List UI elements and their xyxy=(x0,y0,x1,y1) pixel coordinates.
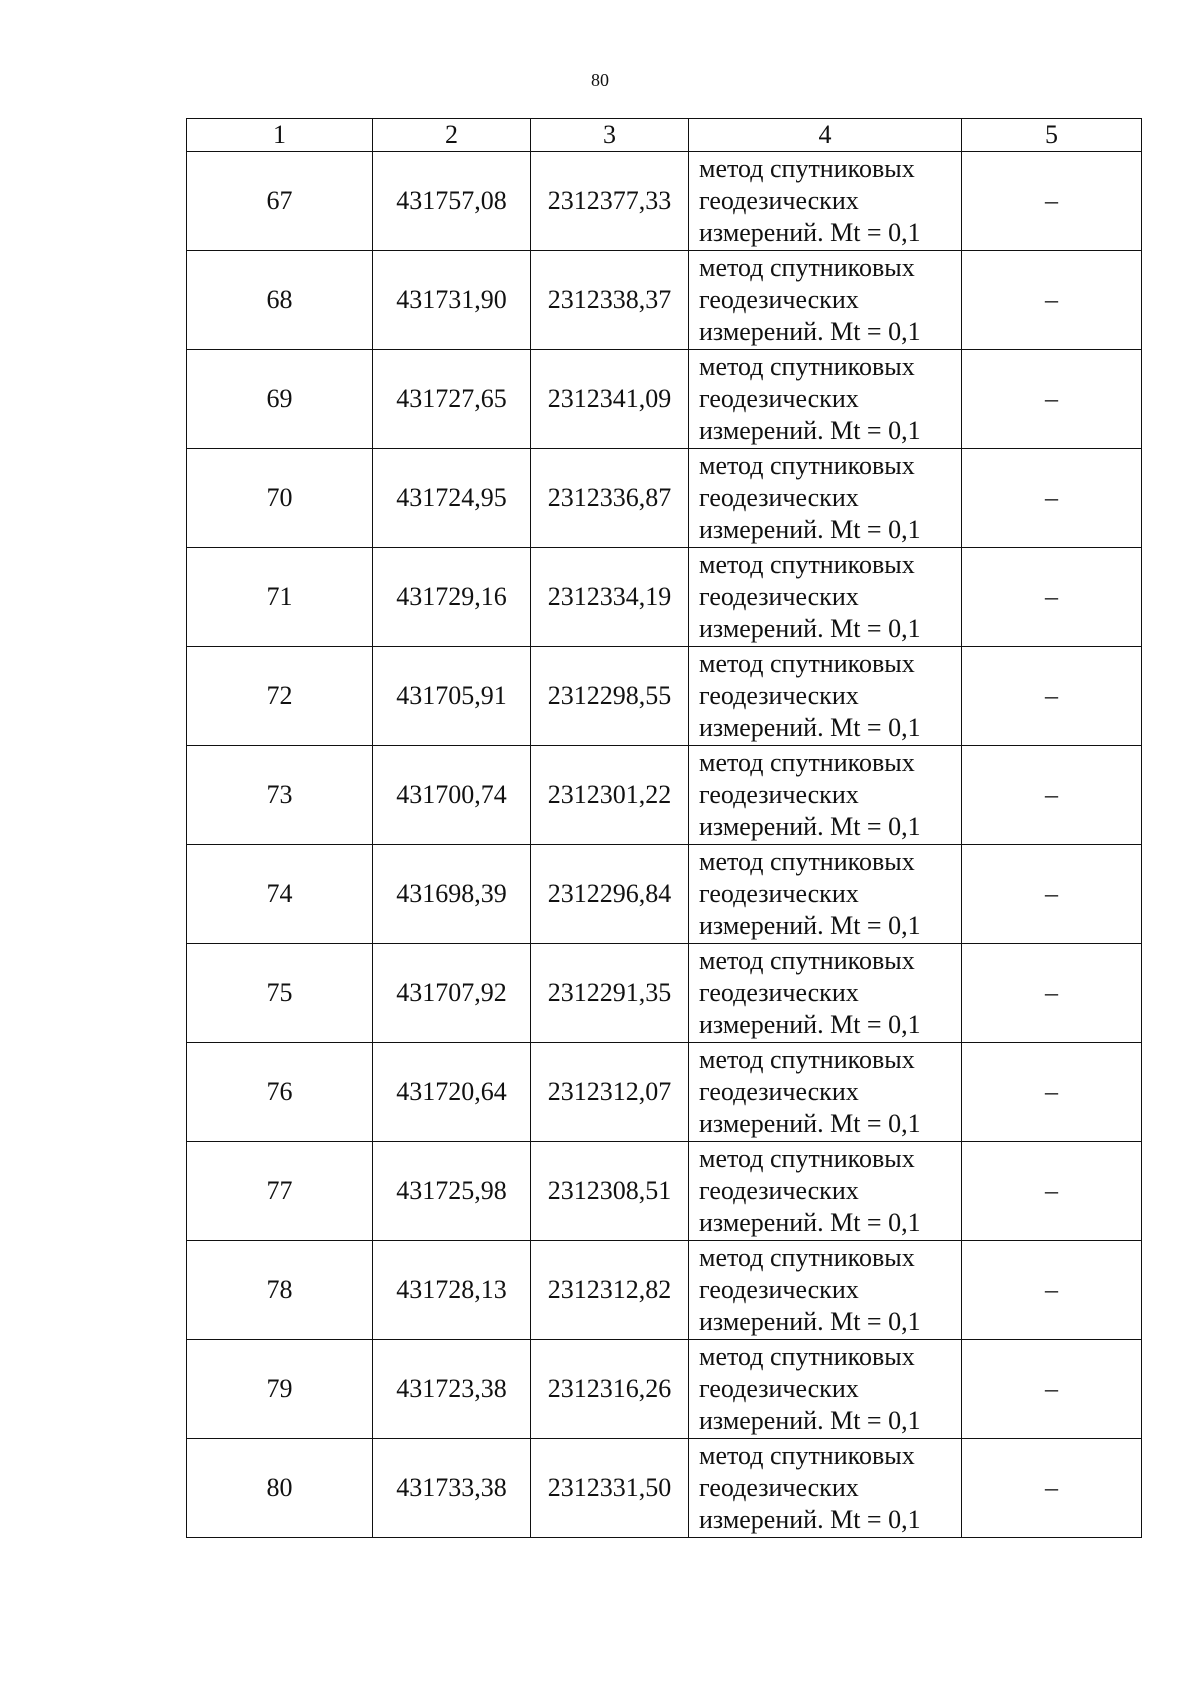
method-line: геодезических xyxy=(699,879,859,908)
table-row xyxy=(187,944,1142,1043)
method-line: измерений. Mt = 0,1 xyxy=(699,1208,921,1237)
table-row xyxy=(187,1043,1142,1142)
method-line: метод спутниковых xyxy=(699,352,915,381)
y-coordinate-cell: 2312336,87 xyxy=(531,449,689,548)
method-cell xyxy=(689,746,962,845)
header-cell-5: 5 xyxy=(962,119,1142,152)
table-row xyxy=(187,1142,1142,1241)
method-line: геодезических xyxy=(699,582,859,611)
note-cell: – xyxy=(962,1142,1142,1241)
point-number-cell: 72 xyxy=(187,647,373,746)
method-line: метод спутниковых xyxy=(699,1144,915,1173)
point-number-cell: 74 xyxy=(187,845,373,944)
method-cell xyxy=(689,1142,962,1241)
method-line: измерений. Mt = 0,1 xyxy=(699,1109,921,1138)
method-line: измерений. Mt = 0,1 xyxy=(699,515,921,544)
table-body xyxy=(187,152,1142,1538)
note-cell: – xyxy=(962,251,1142,350)
method-cell xyxy=(689,1340,962,1439)
method-line: измерений. Mt = 0,1 xyxy=(699,317,921,346)
x-coordinate-cell: 431707,92 xyxy=(373,944,531,1043)
point-number-cell: 78 xyxy=(187,1241,373,1340)
method-line: метод спутниковых xyxy=(699,847,915,876)
point-number-cell: 71 xyxy=(187,548,373,647)
note-cell: – xyxy=(962,152,1142,251)
note-cell: – xyxy=(962,1241,1142,1340)
method-cell xyxy=(689,1439,962,1538)
point-number-cell: 75 xyxy=(187,944,373,1043)
method-line: измерений. Mt = 0,1 xyxy=(699,1307,921,1336)
x-coordinate-cell: 431705,91 xyxy=(373,647,531,746)
y-coordinate-cell: 2312341,09 xyxy=(531,350,689,449)
note-cell: – xyxy=(962,449,1142,548)
header-cell-3: 3 xyxy=(531,119,689,152)
point-number-cell: 79 xyxy=(187,1340,373,1439)
table-row xyxy=(187,845,1142,944)
method-line: геодезических xyxy=(699,384,859,413)
method-line: измерений. Mt = 0,1 xyxy=(699,713,921,742)
note-cell: – xyxy=(962,1439,1142,1538)
note-cell: – xyxy=(962,350,1142,449)
method-cell xyxy=(689,548,962,647)
method-line: геодезических xyxy=(699,1077,859,1106)
y-coordinate-cell: 2312301,22 xyxy=(531,746,689,845)
method-line: метод спутниковых xyxy=(699,154,915,183)
method-cell xyxy=(689,647,962,746)
method-line: геодезических xyxy=(699,1275,859,1304)
method-line: метод спутниковых xyxy=(699,649,915,678)
method-line: измерений. Mt = 0,1 xyxy=(699,416,921,445)
table-row xyxy=(187,548,1142,647)
y-coordinate-cell: 2312298,55 xyxy=(531,647,689,746)
table-row xyxy=(187,350,1142,449)
y-coordinate-cell: 2312377,33 xyxy=(531,152,689,251)
method-line: геодезических xyxy=(699,1176,859,1205)
method-cell xyxy=(689,449,962,548)
header-cell-4: 4 xyxy=(689,119,962,152)
point-number-cell: 76 xyxy=(187,1043,373,1142)
table-row xyxy=(187,1340,1142,1439)
method-line: измерений. Mt = 0,1 xyxy=(699,911,921,940)
note-cell: – xyxy=(962,845,1142,944)
table-row xyxy=(187,251,1142,350)
method-line: измерений. Mt = 0,1 xyxy=(699,1505,921,1534)
table-row xyxy=(187,746,1142,845)
point-number-cell: 73 xyxy=(187,746,373,845)
table-row xyxy=(187,152,1142,251)
method-line: метод спутниковых xyxy=(699,1243,915,1272)
x-coordinate-cell: 431729,16 xyxy=(373,548,531,647)
method-line: метод спутниковых xyxy=(699,451,915,480)
method-line: измерений. Mt = 0,1 xyxy=(699,1010,921,1039)
table-row xyxy=(187,1439,1142,1538)
x-coordinate-cell: 431724,95 xyxy=(373,449,531,548)
x-coordinate-cell: 431733,38 xyxy=(373,1439,531,1538)
method-line: измерений. Mt = 0,1 xyxy=(699,812,921,841)
y-coordinate-cell: 2312316,26 xyxy=(531,1340,689,1439)
method-line: метод спутниковых xyxy=(699,946,915,975)
x-coordinate-cell: 431725,98 xyxy=(373,1142,531,1241)
note-cell: – xyxy=(962,548,1142,647)
point-number-cell: 68 xyxy=(187,251,373,350)
method-cell xyxy=(689,251,962,350)
method-line: измерений. Mt = 0,1 xyxy=(699,614,921,643)
point-number-cell: 77 xyxy=(187,1142,373,1241)
table-row xyxy=(187,647,1142,746)
method-line: геодезических xyxy=(699,483,859,512)
method-line: геодезических xyxy=(699,1374,859,1403)
y-coordinate-cell: 2312296,84 xyxy=(531,845,689,944)
method-line: метод спутниковых xyxy=(699,748,915,777)
method-cell xyxy=(689,1241,962,1340)
method-cell xyxy=(689,944,962,1043)
method-line: геодезических xyxy=(699,186,859,215)
page-number: 80 xyxy=(591,70,609,90)
x-coordinate-cell: 431700,74 xyxy=(373,746,531,845)
y-coordinate-cell: 2312312,07 xyxy=(531,1043,689,1142)
x-coordinate-cell: 431723,38 xyxy=(373,1340,531,1439)
y-coordinate-cell: 2312338,37 xyxy=(531,251,689,350)
x-coordinate-cell: 431731,90 xyxy=(373,251,531,350)
method-cell xyxy=(689,1043,962,1142)
note-cell: – xyxy=(962,647,1142,746)
y-coordinate-cell: 2312308,51 xyxy=(531,1142,689,1241)
method-line: геодезических xyxy=(699,780,859,809)
note-cell: – xyxy=(962,746,1142,845)
table-row xyxy=(187,1241,1142,1340)
method-cell xyxy=(689,152,962,251)
method-line: метод спутниковых xyxy=(699,550,915,579)
method-line: геодезических xyxy=(699,285,859,314)
header-cell-2: 2 xyxy=(373,119,531,152)
method-line: метод спутниковых xyxy=(699,1441,915,1470)
header-row xyxy=(187,119,1142,152)
point-number-cell: 69 xyxy=(187,350,373,449)
y-coordinate-cell: 2312312,82 xyxy=(531,1241,689,1340)
method-line: геодезических xyxy=(699,978,859,1007)
point-number-cell: 67 xyxy=(187,152,373,251)
table-row xyxy=(187,449,1142,548)
header-cell-1: 1 xyxy=(187,119,373,152)
method-line: измерений. Mt = 0,1 xyxy=(699,1406,921,1435)
x-coordinate-cell: 431720,64 xyxy=(373,1043,531,1142)
table-header xyxy=(187,119,1142,152)
note-cell: – xyxy=(962,1043,1142,1142)
method-cell xyxy=(689,845,962,944)
method-line: метод спутниковых xyxy=(699,1045,915,1074)
x-coordinate-cell: 431757,08 xyxy=(373,152,531,251)
method-line: геодезических xyxy=(699,1473,859,1502)
coordinates-table xyxy=(186,118,1142,1538)
point-number-cell: 70 xyxy=(187,449,373,548)
x-coordinate-cell: 431728,13 xyxy=(373,1241,531,1340)
method-cell xyxy=(689,350,962,449)
point-number-cell: 80 xyxy=(187,1439,373,1538)
x-coordinate-cell: 431698,39 xyxy=(373,845,531,944)
method-line: геодезических xyxy=(699,681,859,710)
y-coordinate-cell: 2312334,19 xyxy=(531,548,689,647)
note-cell: – xyxy=(962,944,1142,1043)
x-coordinate-cell: 431727,65 xyxy=(373,350,531,449)
y-coordinate-cell: 2312291,35 xyxy=(531,944,689,1043)
method-line: метод спутниковых xyxy=(699,253,915,282)
y-coordinate-cell: 2312331,50 xyxy=(531,1439,689,1538)
note-cell: – xyxy=(962,1340,1142,1439)
method-line: измерений. Mt = 0,1 xyxy=(699,218,921,247)
method-line: метод спутниковых xyxy=(699,1342,915,1371)
